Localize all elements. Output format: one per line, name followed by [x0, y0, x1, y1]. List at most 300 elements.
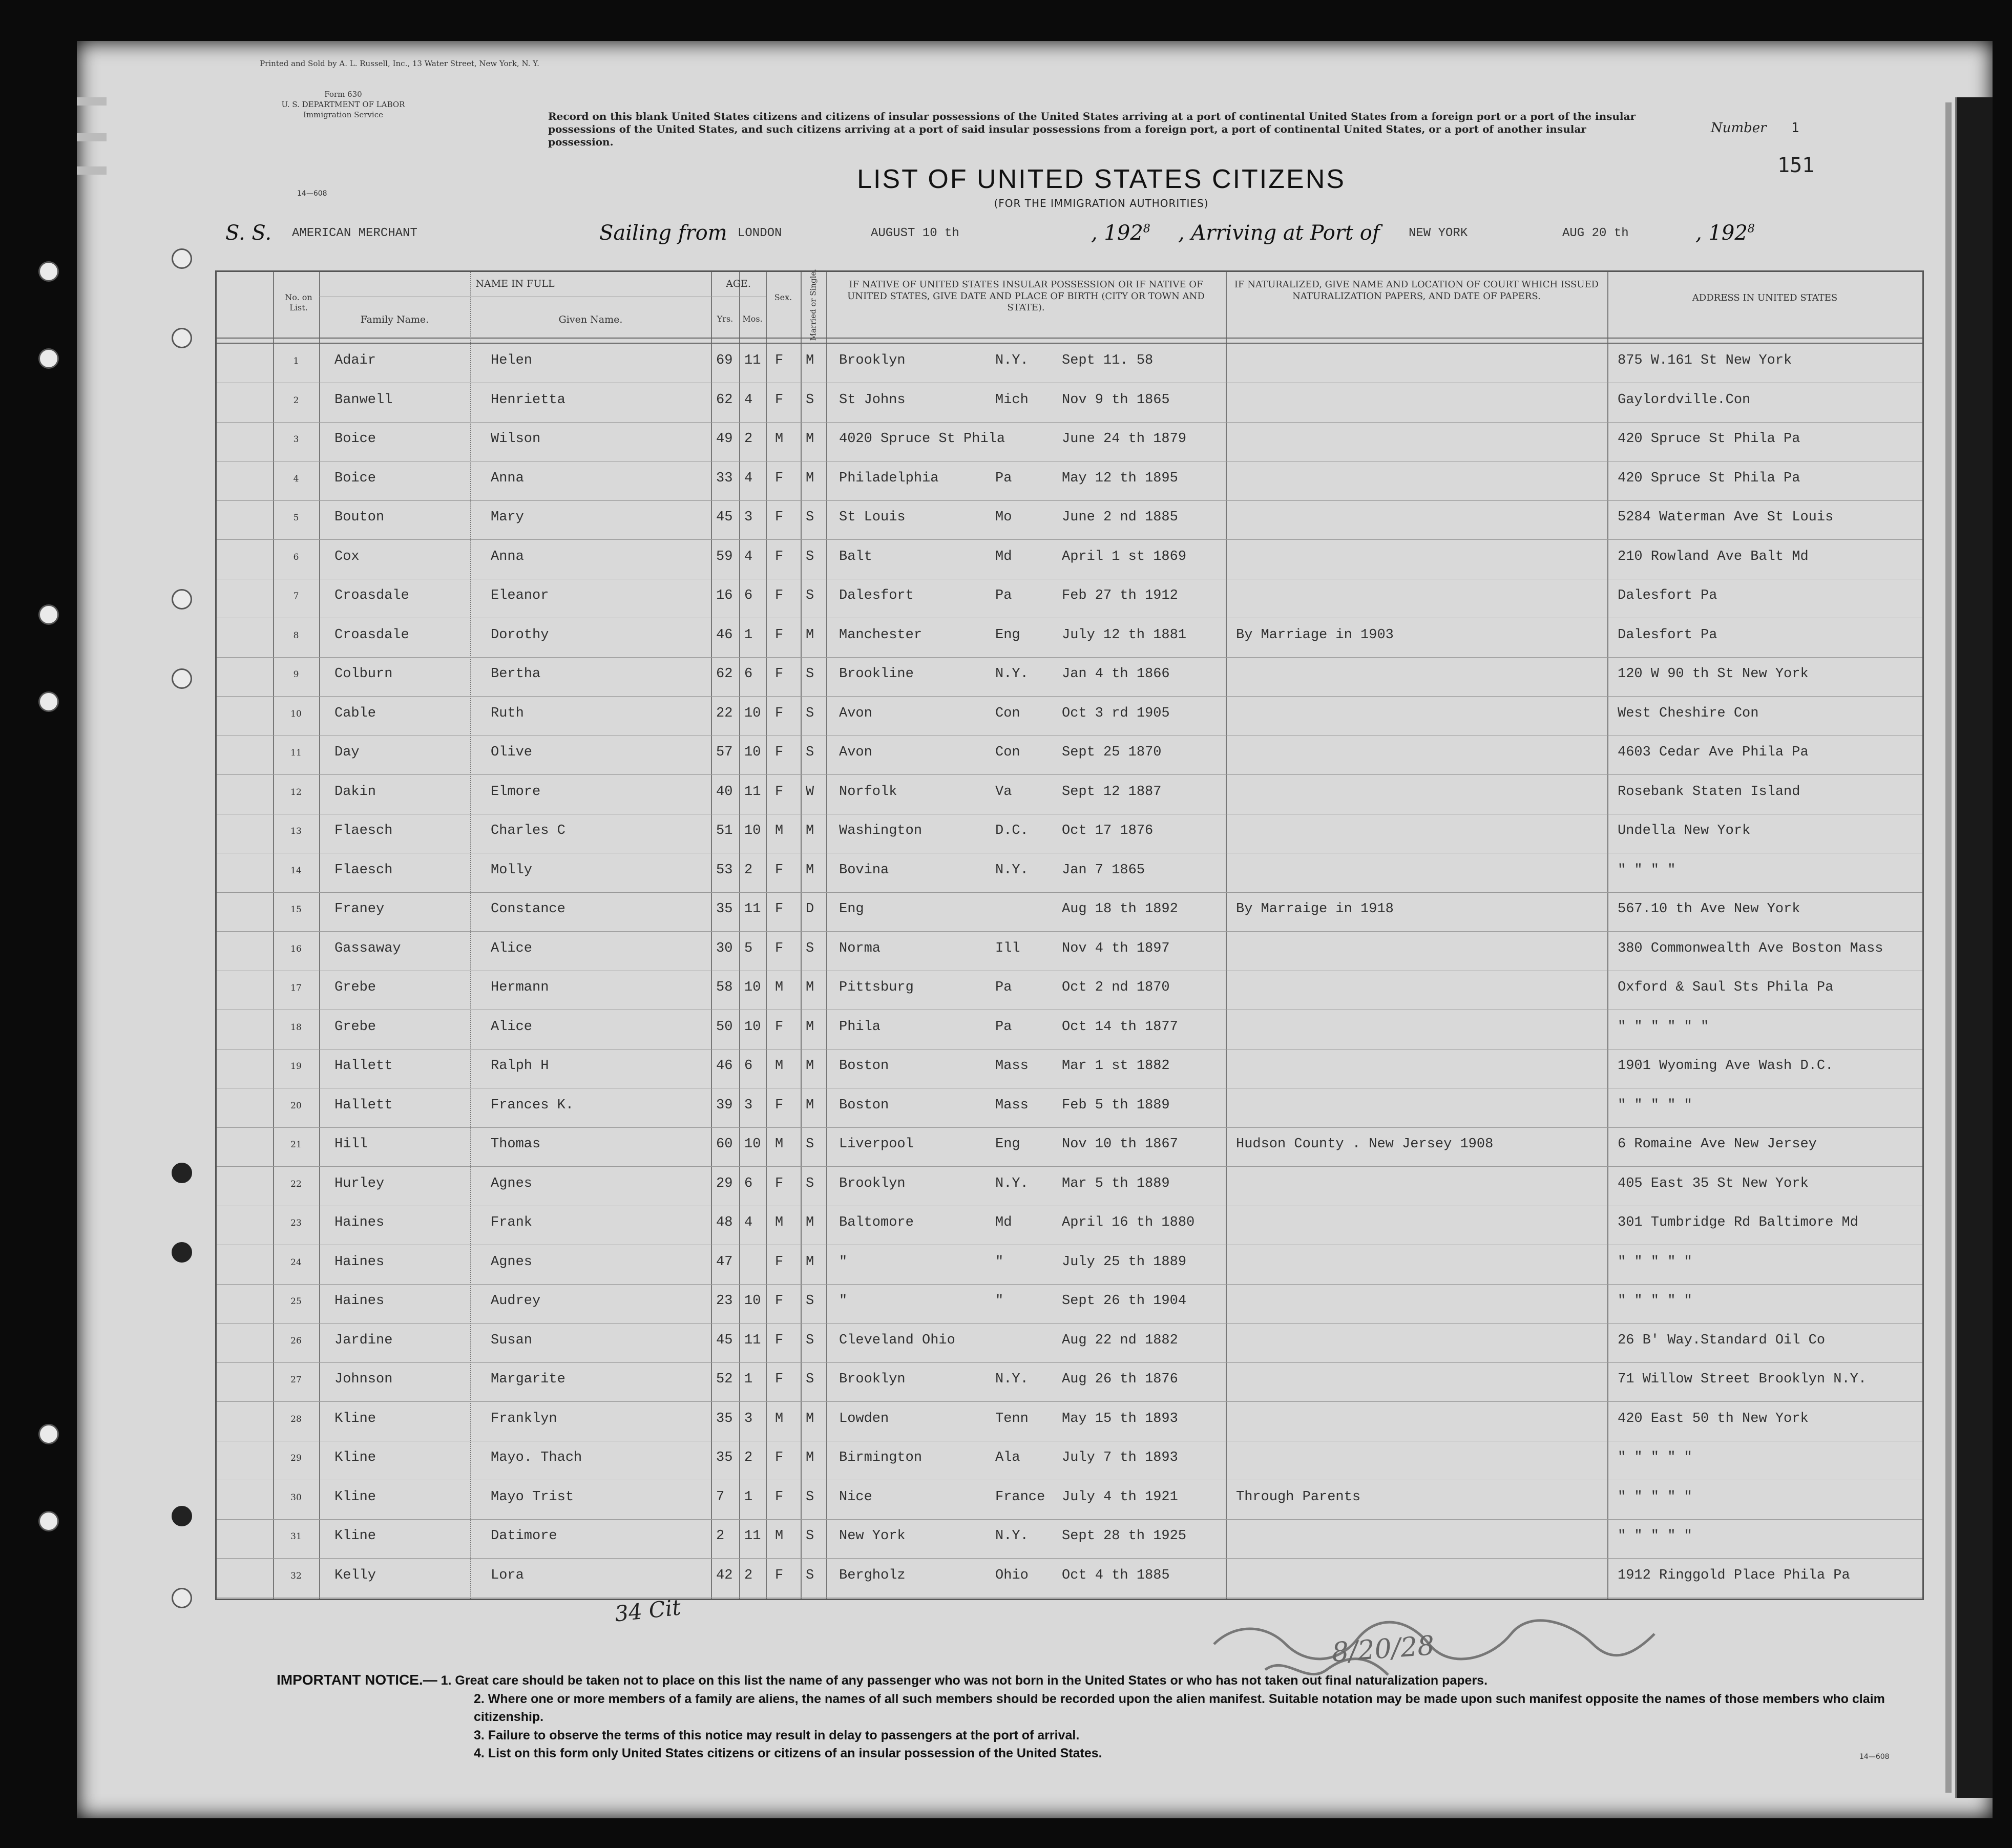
age-months: 6: [744, 1058, 753, 1074]
birth-date: Oct 17 1876: [1062, 823, 1154, 838]
age-months: 3: [744, 1411, 753, 1426]
arrival-year-prefix: , 192: [1695, 221, 1748, 245]
table-row: [217, 1441, 1922, 1480]
birth-state: N.Y.: [995, 353, 1029, 368]
form-code-footer: 14—608: [1859, 1753, 1890, 1761]
arriving-label: , Arriving at Port of: [1178, 221, 1380, 245]
naturalization: By Marriage in 1903: [1236, 627, 1394, 643]
us-address: Gaylordville.Con: [1618, 392, 1751, 408]
birth-state: Ill: [995, 940, 1020, 956]
row-number: 15: [290, 905, 302, 915]
given-name: Molly: [491, 862, 533, 878]
given-name: Datimore: [491, 1528, 557, 1544]
naturalization: By Marraige in 1918: [1236, 901, 1394, 917]
table-row: [217, 775, 1922, 814]
notice-item-2: 2. Where one or more members of a family are aliens, the names of all such members should be recorded upon the alien manifest. Suitable notation may be made upon such manifest opposite the names of those members who claim citizenship.: [474, 1691, 1885, 1725]
sex: F: [775, 1293, 784, 1309]
birth-date: July 7 th 1893: [1062, 1450, 1178, 1465]
row-number: 9: [293, 669, 299, 680]
punch-hole: [172, 1506, 192, 1526]
row-number: 20: [290, 1100, 302, 1111]
birth-city: ": [839, 1254, 848, 1270]
family-name: Croasdale: [334, 588, 409, 603]
birth-city: Norma: [839, 940, 881, 956]
sex: F: [775, 1019, 784, 1035]
table-row: [217, 657, 1922, 696]
family-name: Grebe: [334, 980, 376, 995]
sex: F: [775, 705, 784, 721]
row-number: 10: [290, 708, 302, 719]
given-name: Anna: [491, 549, 524, 564]
us-address: " " " " ": [1618, 1450, 1692, 1465]
row-number: 8: [293, 630, 299, 641]
marital-status: M: [806, 353, 814, 368]
marital-status: S: [806, 510, 814, 525]
us-address: 301 Tumbridge Rd Baltimore Md: [1618, 1215, 1858, 1230]
birth-city: Eng: [839, 901, 864, 917]
row-number: 14: [290, 865, 302, 876]
birth-date: May 12 th 1895: [1062, 470, 1178, 486]
birth-city: Brooklyn: [839, 353, 906, 368]
marital-status: M: [806, 1254, 814, 1270]
age-months: 4: [744, 1215, 753, 1230]
us-address: 120 W 90 th St New York: [1618, 666, 1809, 682]
table-row: [217, 1206, 1922, 1245]
table-row: [217, 422, 1922, 461]
tab-stub: [77, 133, 107, 141]
marital-status: M: [806, 1450, 814, 1465]
birth-date: Oct 3 rd 1905: [1062, 705, 1170, 721]
family-name: Kelly: [334, 1567, 376, 1583]
year-prefix: , 192: [1091, 221, 1143, 245]
birth-city: New York: [839, 1528, 906, 1544]
punch-hole: [172, 1588, 192, 1608]
sex: F: [775, 784, 784, 800]
birth-state: N.Y.: [995, 1528, 1029, 1544]
sex: M: [775, 1528, 784, 1544]
margin-note: 34 Cit: [613, 1594, 682, 1627]
row-number: 21: [290, 1140, 302, 1150]
sex: F: [775, 1489, 784, 1505]
age-years: 51: [716, 823, 733, 838]
birth-city: Liverpool: [839, 1137, 914, 1152]
given-name: Dorothy: [491, 627, 549, 643]
header-rule: [217, 338, 1922, 339]
table-row: [217, 1284, 1922, 1323]
row-number: 30: [290, 1492, 302, 1503]
birth-date: Nov 4 th 1897: [1062, 940, 1170, 956]
birth-city: Bergholz: [839, 1567, 906, 1583]
sex: M: [775, 1058, 784, 1074]
binder-hole: [38, 604, 59, 625]
table-row: [217, 814, 1922, 853]
departure-port: LONDON: [738, 226, 782, 240]
us-address: 420 Spruce St Phila Pa: [1618, 470, 1800, 486]
marital-status: S: [806, 1175, 814, 1191]
age-years: 60: [716, 1137, 733, 1152]
us-address: " " " " ": [1618, 1293, 1692, 1309]
table-row: [217, 1362, 1922, 1401]
number-value: 1: [1791, 120, 1799, 136]
departure-date: AUGUST 10 th: [871, 226, 959, 240]
birth-date: Nov 10 th 1867: [1062, 1137, 1178, 1152]
us-address: 567.10 th Ave New York: [1618, 901, 1800, 917]
age-years: 42: [716, 1567, 733, 1583]
table-row: [217, 697, 1922, 736]
age-years: 47: [716, 1254, 733, 1270]
us-address: 405 East 35 St New York: [1618, 1175, 1809, 1191]
family-name: Bouton: [334, 510, 385, 525]
family-name: Johnson: [334, 1372, 393, 1387]
table-row: [217, 618, 1922, 657]
marital-status: S: [806, 392, 814, 408]
table-row: [217, 1324, 1922, 1362]
age-years: 48: [716, 1215, 733, 1230]
birth-city: Balt: [839, 549, 872, 564]
table-row: [217, 1167, 1922, 1206]
row-number: 7: [293, 591, 299, 601]
age-months: 10: [744, 1019, 761, 1035]
age-months: 2: [744, 1450, 753, 1465]
notice-item-1: [277, 1670, 1916, 1690]
family-name: Flaesch: [334, 823, 393, 838]
marital-status: S: [806, 1528, 814, 1544]
age-months: 11: [744, 1332, 761, 1348]
sex: F: [775, 627, 784, 643]
sex: F: [775, 1567, 784, 1583]
family-name: Flaesch: [334, 862, 393, 878]
printer-line: Printed and Sold by A. L. Russell, Inc., 13 Water Street, New York, N. Y.: [260, 59, 539, 68]
table-row: [217, 1480, 1922, 1519]
form-code: 14—608: [297, 190, 327, 198]
birth-state: N.Y.: [995, 666, 1029, 682]
family-name: Cable: [334, 705, 376, 721]
ss-label: S. S.: [225, 221, 272, 245]
birth-date: Sept 11. 58: [1062, 353, 1154, 368]
tab-stub: [77, 166, 107, 175]
row-number: 24: [290, 1257, 302, 1268]
age-months: 3: [744, 1097, 753, 1113]
number-label: Number: [1711, 120, 1767, 136]
birth-state: ": [995, 1293, 1004, 1309]
table-row: [217, 383, 1922, 422]
birth-state: D.C.: [995, 823, 1029, 838]
marital-status: M: [806, 1215, 814, 1230]
age-years: 39: [716, 1097, 733, 1113]
row-number: 26: [290, 1335, 302, 1346]
birth-city: Bovina: [839, 862, 889, 878]
age-years: 62: [716, 666, 733, 682]
age-months: 2: [744, 1567, 753, 1583]
age-years: 53: [716, 862, 733, 878]
age-months: 10: [744, 1137, 761, 1152]
us-address: 4603 Cedar Ave Phila Pa: [1618, 745, 1809, 760]
age-months: 11: [744, 901, 761, 917]
marital-status: S: [806, 1137, 814, 1152]
age-years: 49: [716, 431, 733, 447]
ledger-binding-edge: [1955, 97, 1993, 1798]
row-number: 27: [290, 1375, 302, 1385]
age-months: 1: [744, 1372, 753, 1387]
birth-date: Aug 26 th 1876: [1062, 1372, 1178, 1387]
given-name: Frank: [491, 1215, 533, 1230]
table-row: [217, 736, 1922, 774]
age-years: 35: [716, 901, 733, 917]
notice-text-1: 1. Great care should be taken not to place on this list the name of any passenger who was not born in the United States or who has not taken out final naturalization papers.: [441, 1673, 1488, 1688]
birth-state: Pa: [995, 588, 1012, 603]
birth-date: Mar 5 th 1889: [1062, 1175, 1170, 1191]
table-row: [217, 1010, 1922, 1049]
birth-date: Jan 4 th 1866: [1062, 666, 1170, 682]
ledger-page-edge: [1945, 102, 1952, 1793]
header-given-name: Given Name.: [558, 314, 623, 325]
birth-state: N.Y.: [995, 862, 1029, 878]
tab-stub: [77, 97, 107, 106]
age-months: 10: [744, 823, 761, 838]
sex: M: [775, 980, 784, 995]
punch-hole: [172, 248, 192, 269]
sex: F: [775, 510, 784, 525]
row-number: 6: [293, 552, 299, 562]
family-name: Gassaway: [334, 940, 401, 956]
birth-state: Eng: [995, 1137, 1020, 1152]
table-row: [217, 461, 1922, 500]
birth-date: Sept 25 1870: [1062, 745, 1162, 760]
birth-state: Va: [995, 784, 1012, 800]
inspection-stamp: 8/20/28: [1331, 1630, 1436, 1668]
age-years: 45: [716, 510, 733, 525]
header-name-in-full: NAME IN FULL: [475, 278, 555, 289]
sex: F: [775, 1332, 784, 1348]
birth-city: Manchester: [839, 627, 923, 643]
birth-city: Boston: [839, 1097, 889, 1113]
row-number: 2: [293, 395, 299, 406]
given-name: Frances K.: [491, 1097, 574, 1113]
birth-date: Aug 18 th 1892: [1062, 901, 1178, 917]
us-address: " " " " ": [1618, 1528, 1692, 1544]
row-number: 28: [290, 1414, 302, 1424]
sex: F: [775, 901, 784, 917]
notice-item-4: 4. List on this form only United States citizens or citizens of an insular possession of the United States.: [474, 1746, 1102, 1761]
age-months: 4: [744, 549, 753, 564]
birth-state: Con: [995, 745, 1020, 760]
given-name: Ruth: [491, 705, 524, 721]
age-years: 40: [716, 784, 733, 800]
family-name: Dakin: [334, 784, 376, 800]
family-name: Haines: [334, 1293, 385, 1309]
marital-status: D: [806, 901, 814, 917]
us-address: 1912 Ringgold Place Phila Pa: [1618, 1567, 1850, 1583]
birth-date: Feb 5 th 1889: [1062, 1097, 1170, 1113]
notice-lead: IMPORTANT NOTICE.—: [277, 1672, 437, 1688]
age-months: 10: [744, 1293, 761, 1309]
age-months: 1: [744, 1489, 753, 1505]
family-name: Hallett: [334, 1097, 393, 1113]
given-name: Eleanor: [491, 588, 549, 603]
age-years: 16: [716, 588, 733, 603]
us-address: West Cheshire Con: [1618, 705, 1759, 721]
birth-state: Mo: [995, 510, 1012, 525]
birth-city: Baltomore: [839, 1215, 914, 1230]
binder-hole: [38, 1511, 59, 1531]
header-yrs: Yrs.: [717, 314, 733, 324]
age-years: 50: [716, 1019, 733, 1035]
birth-date: June 2 nd 1885: [1062, 510, 1178, 525]
notice-item-3: 3. Failure to observe the terms of this notice may result in delay to passengers at the port of arrival.: [474, 1728, 1080, 1742]
birth-date: Sept 28 th 1925: [1062, 1528, 1187, 1544]
arrival-port: NEW YORK: [1409, 226, 1468, 240]
table-row: [217, 500, 1922, 539]
row-number: 13: [290, 826, 302, 836]
family-name: Croasdale: [334, 627, 409, 643]
us-address: " " " ": [1618, 862, 1676, 878]
family-name: Day: [334, 745, 360, 760]
sex: F: [775, 1254, 784, 1270]
birth-city: Pittsburg: [839, 980, 914, 995]
sex: M: [775, 823, 784, 838]
birth-date: Nov 9 th 1865: [1062, 392, 1170, 408]
given-name: Agnes: [491, 1175, 533, 1191]
family-name: Franey: [334, 901, 385, 917]
family-name: Grebe: [334, 1019, 376, 1035]
birth-date: Mar 1 st 1882: [1062, 1058, 1170, 1074]
year-suffix: 8: [1143, 222, 1150, 236]
given-name: Constance: [491, 901, 565, 917]
us-address: Dalesfort Pa: [1618, 627, 1717, 643]
birth-state: Md: [995, 1215, 1012, 1230]
marital-status: S: [806, 1489, 814, 1505]
birth-state: Ohio: [995, 1567, 1029, 1583]
age-months: 10: [744, 705, 761, 721]
us-address: 71 Willow Street Brooklyn N.Y.: [1618, 1372, 1867, 1387]
sex: M: [775, 1215, 784, 1230]
marital-status: S: [806, 1293, 814, 1309]
sex: M: [775, 1411, 784, 1426]
table-row: [217, 1245, 1922, 1284]
arrival-date: AUG 20 th: [1562, 226, 1629, 240]
birth-city: Norfolk: [839, 784, 897, 800]
row-number: 22: [290, 1179, 302, 1189]
punch-hole: [172, 1163, 192, 1183]
age-years: 23: [716, 1293, 733, 1309]
birth-date: July 25 th 1889: [1062, 1254, 1187, 1270]
important-notice: [277, 1670, 1916, 1763]
marital-status: M: [806, 470, 814, 486]
table-row: [217, 1402, 1922, 1441]
marital-status: M: [806, 1411, 814, 1426]
birth-date: July 4 th 1921: [1062, 1489, 1178, 1505]
given-name: Mayo Trist: [491, 1489, 574, 1505]
row-number: 3: [293, 434, 299, 445]
given-name: Henrietta: [491, 392, 565, 408]
birth-date: Aug 22 nd 1882: [1062, 1332, 1178, 1348]
marital-status: M: [806, 1019, 814, 1035]
list-number: [1711, 120, 1799, 136]
birth-date: Oct 4 th 1885: [1062, 1567, 1170, 1583]
birth-state: Mass: [995, 1097, 1029, 1113]
age-years: 35: [716, 1411, 733, 1426]
birth-state: Mich: [995, 392, 1029, 408]
birth-city: Cleveland Ohio: [839, 1332, 955, 1348]
row-number: 23: [290, 1218, 302, 1228]
sex: F: [775, 392, 784, 408]
age-years: 33: [716, 470, 733, 486]
birth-city: Brooklyn: [839, 1175, 906, 1191]
age-years: 7: [716, 1489, 725, 1505]
binder-hole: [38, 261, 59, 282]
arrival-year-suffix: 8: [1747, 222, 1755, 236]
header-family-name: Family Name.: [360, 314, 429, 325]
birth-date: Sept 12 1887: [1062, 784, 1162, 800]
birth-city: ": [839, 1293, 848, 1309]
given-name: Audrey: [491, 1293, 541, 1309]
sex: F: [775, 588, 784, 603]
birth-date: Sept 26 th 1904: [1062, 1293, 1187, 1309]
sex: F: [775, 940, 784, 956]
table-row: [217, 1559, 1922, 1598]
birth-date: April 16 th 1880: [1062, 1215, 1195, 1230]
age-years: 52: [716, 1372, 733, 1387]
row-number: 25: [290, 1296, 302, 1307]
birth-city: Avon: [839, 745, 872, 760]
header-married: Married or Single.: [808, 268, 818, 341]
table-row: [217, 892, 1922, 931]
given-name: Ralph H: [491, 1058, 549, 1074]
passenger-table: [215, 270, 1924, 1600]
birth-state: Eng: [995, 627, 1020, 643]
age-months: 10: [744, 980, 761, 995]
header-sex: Sex.: [774, 292, 792, 302]
age-months: 5: [744, 940, 753, 956]
punch-hole: [172, 328, 192, 348]
department: U. S. DEPARTMENT OF LABOR: [281, 100, 405, 109]
us-address: Undella New York: [1618, 823, 1751, 838]
sex: F: [775, 353, 784, 368]
family-name: Jardine: [334, 1332, 393, 1348]
us-address: 210 Rowland Ave Balt Md: [1618, 549, 1809, 564]
header-mos: Mos.: [742, 314, 763, 324]
row-number: 16: [290, 943, 302, 954]
given-name: Olive: [491, 745, 533, 760]
marital-status: M: [806, 1058, 814, 1074]
given-name: Lora: [491, 1567, 524, 1583]
age-months: 1: [744, 627, 753, 643]
table-row: [217, 932, 1922, 971]
header-age: AGE.: [726, 278, 751, 289]
age-years: 69: [716, 353, 733, 368]
birth-city: Avon: [839, 705, 872, 721]
age-months: 11: [744, 1528, 761, 1544]
family-name: Kline: [334, 1450, 376, 1465]
age-months: 6: [744, 666, 753, 682]
row-number: 19: [290, 1061, 302, 1072]
us-address: 5284 Waterman Ave St Louis: [1618, 510, 1834, 525]
birth-city: Dalesfort: [839, 588, 914, 603]
naturalization: Through Parents: [1236, 1489, 1361, 1505]
marital-status: S: [806, 549, 814, 564]
us-address: Oxford & Saul Sts Phila Pa: [1618, 980, 1834, 995]
row-number: 31: [290, 1531, 302, 1542]
family-name: Boice: [334, 431, 376, 447]
sex: M: [775, 1137, 784, 1152]
family-name: Colburn: [334, 666, 393, 682]
us-address: 6 Romaine Ave New Jersey: [1618, 1137, 1817, 1152]
us-address: 380 Commonwealth Ave Boston Mass: [1618, 940, 1883, 956]
binder-hole: [38, 1424, 59, 1444]
sex: F: [775, 666, 784, 682]
table-row: [217, 540, 1922, 579]
birth-date: April 1 st 1869: [1062, 549, 1187, 564]
